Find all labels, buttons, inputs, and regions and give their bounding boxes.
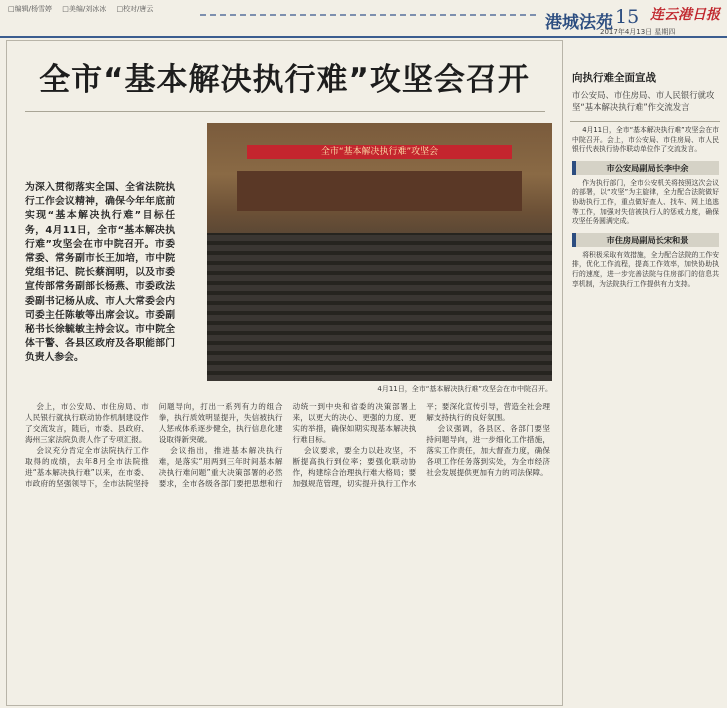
sidebar-section-text: [572, 251, 719, 289]
sidebar-divider: [570, 121, 720, 122]
section-title: 港城法苑: [545, 13, 613, 33]
designer-credit: □美编/刘冰冰: [62, 5, 107, 13]
audience-seats: [207, 233, 552, 381]
sidebar-intro-text: 4月11日，全市“基本解决执行难”攻坚会在市中院召开。会上，市公安局、市住房局、市人民银行代表执行协作联动单位作了交流发言。: [572, 126, 719, 154]
sidebar-title: 向执行难全面宣战: [572, 72, 656, 84]
sidebar-section-text: [572, 179, 719, 227]
main-article: [6, 40, 563, 706]
sidebar-subtitle: 市公安局、市住房局、市人民银行就攻坚“基本解决执行难”作交流发言: [572, 90, 715, 112]
editor-credits: [8, 4, 161, 14]
sidebar-intro: [572, 126, 719, 155]
sidebar-section-heading: 市住房局副局长宋和景: [572, 233, 719, 247]
article-lead: 为深入贯彻落实全国、全省法院执行工作会议精神，确保今年年底前实现“基本解决执行难”目标任务，4月11日，全市“基本解决执行难”攻坚会在市中院召开。市委常委、常务副市长王加培，市中院党组书记、院长蔡润明，以及市委宣传部常务副部长杨燕、市委政法委副书记杨从成、市人大常委会内司委主任陈敏等出席会议。市委副秘书长徐毓敏主持会议。市中院全体干警、各县区政府及各职能部门负责人参会。: [25, 182, 175, 364]
page-number: 15: [615, 6, 640, 28]
body-paragraph: 会议强调，各县区、各部门要坚持问题导向，进一步细化工作措施，落实工作责任，加大督查力度，确保各项工作任务落到实处，为全市经济社会发展提供更加有力的司法保障。: [426, 424, 550, 477]
body-paragraph: 会议指出，推进基本解决执行难，是落实“用两到三年时间基本解决执行难问题”重大决策部署的必然要求，全市各级各部门要把思想和行动统一到中央和省委的决策部署上来，以更大的决心、更强的力度、更实的举措，确保如期实现基本解决执行难目标。: [158, 402, 417, 488]
sidebar-section-heading: 市公安局副局长李中余: [572, 161, 719, 175]
editor-credit: □编辑/杨雪婷: [8, 5, 52, 13]
photo-caption: 4月11日，全市“基本解决执行难”攻坚会在市中院召开。: [377, 385, 552, 393]
body-paragraph: 会议要求，要全力以赴攻坚，不断提高执行到位率；要强化联动协作，构建综合治理执行难大格局；要加强规范管理，切实提升执行工作水平；要深化宣传引导，营造全社会理解支持执行的良好氛围。: [292, 402, 550, 488]
body-paragraph: 会上，市公安局、市住房局、市人民银行就执行联动协作机制建设作了交流发言，随后，市委、县政府、海州三家法院负责人作了专项汇报。: [25, 402, 149, 444]
sidebar-article: [566, 40, 723, 704]
meeting-photo: [207, 123, 552, 381]
sidebar-section-paragraph: 将积极采取有效措施，全力配合法院的工作安排，优化工作流程，提高工作效率，加快协助执行的速度，进一步完善法院与住房部门的信息共享机制，为法院执行工作提供有力支持。: [572, 250, 719, 288]
stage: [237, 171, 522, 211]
sidebar-section-paragraph: 作为执行部门，全市公安机关将按照这次会议的部署，以“攻坚”为主旋律，全力配合法院做好协助执行工作，重点做好查人、找车、网上追逃等工作，加强对失信被执行人的惩戒力度，确保攻坚任务圆满完成。: [572, 178, 719, 226]
issue-date: 2017年4月13日 星期四: [600, 28, 676, 36]
headline-divider: [25, 111, 545, 112]
article-headline: 全市“基本解决执行难”攻坚会召开: [39, 61, 530, 98]
article-body: [25, 401, 550, 701]
photo-banner: 全市“基本解决执行难”攻坚会: [247, 145, 512, 159]
proofreader-credit: □校对/唐云: [116, 5, 154, 13]
newspaper-logo: 连云港日报: [650, 7, 720, 23]
masthead: [0, 0, 727, 38]
body-paragraph: 会议充分肯定全市法院执行工作取得的成绩，去年8月全市法院推进“基本解决执行难”以来，在市委、市政府的坚强领导下，全市法院坚持问题导向，打出一系列有力的组合拳，执行质效明显提升，失信被执行人惩戒体系逐步健全，执行信息化建设取得新突破。: [25, 402, 283, 488]
decorative-rule: [200, 14, 540, 16]
